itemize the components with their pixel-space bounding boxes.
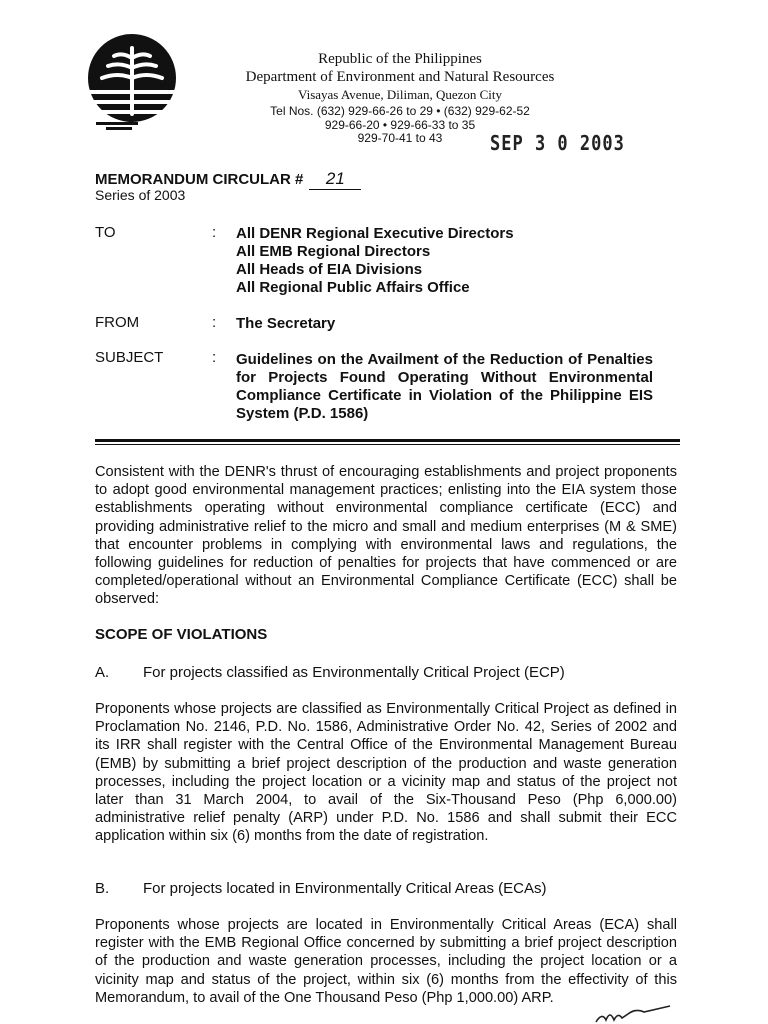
- divider-thin: [95, 444, 680, 445]
- header-department: Department of Environment and Natural Resources: [245, 69, 555, 85]
- to-recipient: All DENR Regional Executive Directors: [236, 225, 514, 242]
- date-stamp: SEP 3 0 2003: [490, 132, 625, 156]
- section-b-title: For projects located in Environmentally Critical Areas (ECAs): [143, 880, 547, 897]
- memo-number: 21: [309, 169, 361, 190]
- header-tel-2: 929-66-20 • 929-66-33 to 35: [324, 118, 476, 132]
- to-colon: :: [212, 224, 217, 241]
- denr-logo-icon: [84, 34, 180, 130]
- from-label: FROM: [95, 314, 140, 331]
- section-a-letter: A.: [95, 664, 110, 681]
- to-recipient: All Heads of EIA Divisions: [236, 261, 423, 278]
- from-colon: :: [212, 314, 217, 331]
- header-tel-3: 929-70-41 to 43: [357, 131, 443, 145]
- header-address: Visayas Avenue, Diliman, Quezon City: [297, 87, 503, 102]
- subject-value: Guidelines on the Availment of the Reduction of Penalties for Projects Found Operating Without Environmental Compliance Certificate in Violation of the Philippine EIS System (P.D. 1586): [236, 351, 653, 422]
- to-recipient: All EMB Regional Directors: [236, 243, 431, 260]
- initials-signature-icon: [592, 1000, 672, 1024]
- header-tel-1: Tel Nos. (632) 929-66-26 to 29 • (632) 929-62-52: [270, 104, 530, 118]
- scope-heading: SCOPE OF VIOLATIONS: [95, 626, 268, 643]
- section-a-paragraph: Proponents whose projects are classified as Environmentally Critical Project as defined in Proclamation No. 2146, P.D. No. 1586, Administrative Order No. 42, Series of 2002 and its IRR shall register with the Central Office of the Environmental Management Bureau (EMB) by submitting a brief project description of the production and waste generation processes, including the project location or a vicinity map and status of the project not later than 31 March 2004, to avail of the Six-Thousand Peso (Php 6,000.00) administrative relief penalty (ARP) under P.D. No. 1586 and shall submit their ECC application within six (6) months from the date of registration.: [95, 701, 677, 845]
- from-value: The Secretary: [236, 315, 336, 332]
- to-recipient: All Regional Public Affairs Office: [236, 279, 470, 296]
- section-a-title: For projects classified as Environmentally Critical Project (ECP): [143, 664, 565, 681]
- divider-thick: [95, 439, 680, 442]
- section-b-paragraph: Proponents whose projects are located in Environmentally Critical Areas (ECA) shall register with the EMB Regional Office concerned by submitting a brief project description of the production and waste generation processes, including the project location or a vicinity map and status of the project, within six (6) months from the effectivity of this Memorandum, to avail of the One Thousand Peso (Php 1,000.00) ARP.: [95, 917, 677, 1006]
- memo-title-text: MEMORANDUM CIRCULAR #: [95, 171, 304, 188]
- header-republic: Republic of the Philippines: [318, 51, 482, 67]
- to-label: TO: [95, 224, 116, 241]
- subject-label: SUBJECT: [95, 349, 164, 366]
- memo-series: Series of 2003: [95, 187, 186, 203]
- subject-colon: :: [212, 349, 217, 366]
- section-b-letter: B.: [95, 880, 110, 897]
- intro-paragraph: Consistent with the DENR's thrust of encouraging establishments and project proponents to adopt good environmental management practices; enlisting into the EIA system those establishments operating without environmental compliance certificate (ECC) and providing administrative relief to the micro and small and medium enterprises (M & SME) that encounter problems in complying with environmental laws and regulations, the following guidelines for reduction of penalties for projects that have commenced or are completed/operational without an Environmental Compliance Certificate (ECC) shall be observed:: [95, 464, 677, 608]
